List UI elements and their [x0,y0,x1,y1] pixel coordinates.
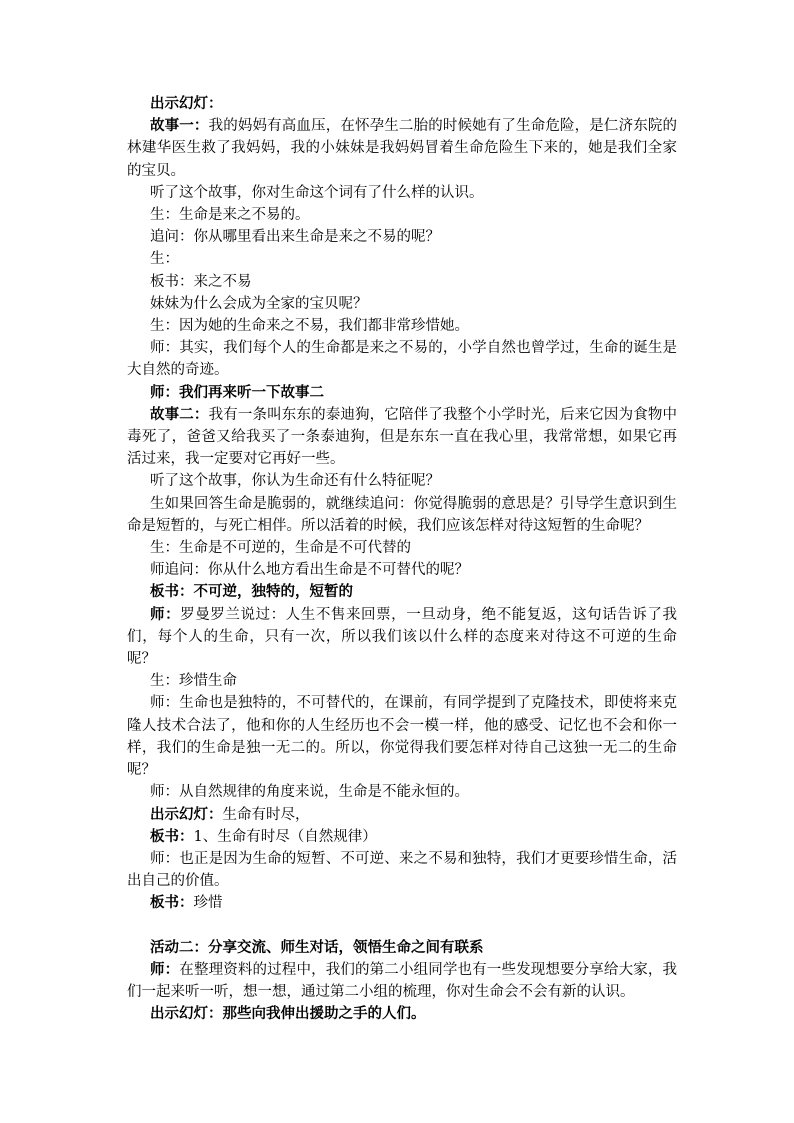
paragraph-text: 生：生命是不可逆的，生命是不可代替的 [150,540,411,557]
paragraph-text: 妹妹为什么会成为全家的宝贝呢？ [150,295,368,312]
paragraph-text: 生如果回答生命是脆弱的，就继续追问：你觉得脆弱的意思是？引导学生意识到生命是短暂的，与死亡相伴。所以活着的时候，我们应该怎样对待这短暂的生命呢？ [127,495,677,534]
paragraph [127,248,677,270]
paragraph-text: 我有一条叫东东的泰迪狗，它陪伴了我整个小学时光，后来它因为食物中毒死了，爸爸又给我买了一条泰迪狗，但是东东一直在我心里，我常常想，如果它再活过来，我一定要对它再好一些。 [127,406,678,468]
bold-label: 故事二： [150,405,209,423]
paragraph [127,182,677,204]
paragraph [127,559,677,581]
paragraph [127,959,677,1003]
paragraph [127,804,677,826]
section-heading [127,937,677,959]
paragraph-text: 板书：来之不易 [150,273,252,290]
bold-label: 出示幻灯： [150,805,223,823]
paragraph [127,204,677,226]
paragraph-text: 听了这个故事，你对生命这个词有了什么样的认识。 [150,184,484,201]
paragraph [127,382,677,404]
paragraph-text: 1、生命有时尽（自然规律） [193,828,377,845]
paragraph-text: 生：珍惜生命 [150,673,237,690]
paragraph-text: 追问：你从哪里看出来生命是来之不易的呢？ [150,229,440,246]
paragraph [127,493,677,537]
paragraph [127,337,677,381]
paragraph-text: 生：因为她的生命来之不易，我们都非常珍惜她。 [150,318,469,335]
paragraph-text: 我的妈妈有高血压，在怀孕生二胎的时候她有了生命危险，是仁济东院的林建华医生救了我妈妈，我的小妹妹是我妈妈冒着生命危险生下来的，她是我们全家的宝贝。 [127,118,678,179]
paragraph-text: 生： [150,251,179,268]
paragraph [127,315,677,337]
paragraph-text: 师：生命也是独特的，不可替代的，在课前，有同学提到了克隆技术，即使将来克隆人技术合法了，他和你的人生经历也不会一模一样，他的感受、记忆也不会和你一样，我们的生命是独一无二的。所以，你觉得我们要怎样对待自己这独一无二的生命呢？ [127,695,677,779]
paragraph [127,670,677,692]
paragraph [127,892,677,914]
paragraph [127,537,677,559]
paragraph [127,692,677,781]
paragraph [127,271,677,293]
heading-text: 活动二：分享交流、师生对话，领悟生命之间有联系 [150,938,484,956]
bold-label: 板书：不可逆，独特的，短暂的 [150,583,353,601]
paragraph [127,115,677,182]
paragraph [127,93,677,115]
bold-label: 故事一： [150,117,209,135]
paragraph [127,848,677,892]
document-body [127,93,677,1025]
paragraph-text: 师：也正是因为生命的短暂、不可逆、来之不易和独特，我们才更要珍惜生命，活出自己的价值。 [127,850,677,890]
bold-label: 出示幻灯：那些向我伸出援助之手的人们。 [150,1005,426,1023]
paragraph [127,226,677,248]
paragraph [127,293,677,315]
paragraph-text: 生命有时尽， [222,806,310,823]
paragraph-text: 在整理资料的过程中，我们的第二小组同学也有一些发现想要分享给大家，我们一起来听一听，想一想，通过第二小组的梳理，你对生命会不会有新的认识。 [127,961,678,1000]
paragraph-text: 师追问：你从什么地方看出生命是不可替代的呢？ [150,562,469,579]
bold-label: 板书： [150,827,194,845]
paragraph [127,826,677,848]
paragraph-text: 珍惜 [193,895,223,912]
paragraph-text: 罗曼罗兰说过：人生不售来回票，一旦动身，绝不能复返，这句话告诉了我们，每个人的生命，只有一次，所以我们该以什么样的态度来对待这不可逆的生命呢？ [127,606,678,668]
paragraph-text: 师：其实，我们每个人的生命都是来之不易的，小学自然也曾学过，生命的诞生是大自然的奇迹。 [127,340,677,379]
paragraph [127,781,677,803]
bold-label: 师： [150,383,179,401]
bold-label: 师： [150,605,181,623]
bold-label: 师： [150,960,180,978]
bold-label: 出示幻灯： [150,95,223,112]
paragraph-text: 听了这个故事，你认为生命还有什么特征呢？ [150,473,440,490]
bold-label: 板书： [150,894,194,912]
paragraph-text: 生：生命是来之不易的。 [150,207,310,224]
blank-line [127,915,677,937]
paragraph [127,1003,677,1025]
paragraph [127,604,677,671]
paragraph-text: 我们再来听一下故事二 [179,383,324,401]
paragraph [127,404,677,471]
paragraph [127,581,677,603]
paragraph-text: 师：从自然规律的角度来说，生命是不能永恒的。 [150,784,469,801]
paragraph [127,470,677,492]
